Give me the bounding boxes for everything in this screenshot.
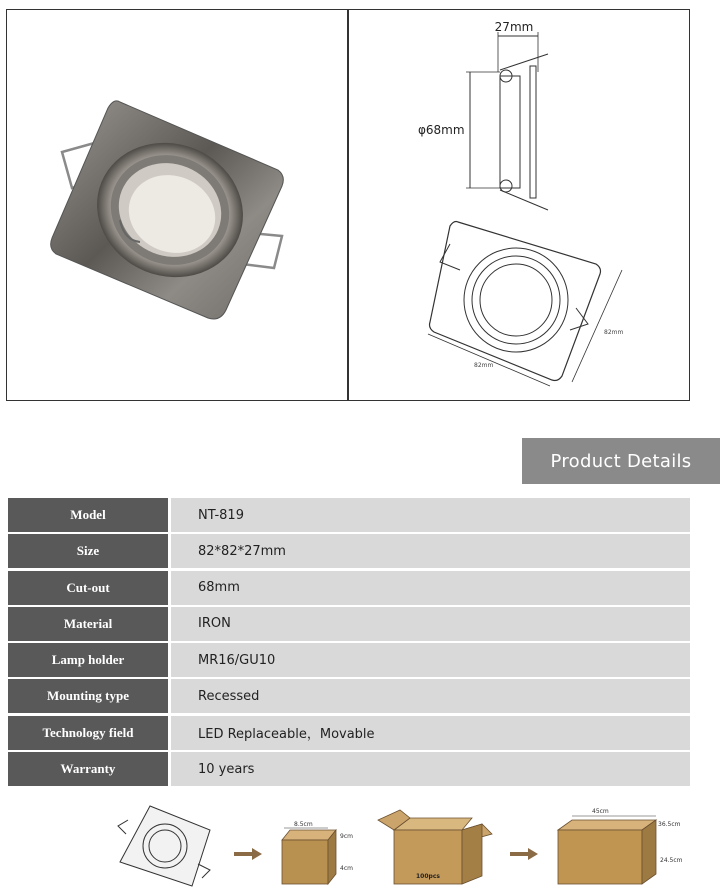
packing-illustration	[110, 800, 710, 890]
spec-label: Model	[8, 498, 168, 532]
spec-value: 10 years	[171, 752, 690, 786]
spec-label: Material	[8, 607, 168, 641]
banner-title: Product Details	[550, 450, 692, 472]
spec-row-technology	[8, 716, 690, 750]
spec-table	[8, 498, 690, 788]
inner-box-height: 4cm	[340, 865, 353, 872]
spec-row-cutout	[8, 571, 690, 605]
product-thumbnail	[118, 806, 210, 886]
inner-box-width: 8.5cm	[294, 821, 313, 828]
spec-value: IRON	[171, 607, 690, 641]
frame-divider	[347, 9, 349, 401]
open-carton	[378, 810, 492, 884]
outer-box	[558, 808, 683, 884]
spec-value: Recessed	[171, 679, 690, 713]
spec-value: 68mm	[171, 571, 690, 605]
technical-drawing	[350, 12, 686, 398]
arrow-icon	[510, 848, 538, 860]
height-dim-label: 27mm	[494, 20, 534, 34]
outer-box-height: 24.5cm	[660, 857, 683, 864]
spec-label: Warranty	[8, 752, 168, 786]
width-dim-label: 82mm	[474, 362, 494, 369]
spec-row-material	[8, 607, 690, 641]
spec-label: Cut-out	[8, 571, 168, 605]
spec-label: Size	[8, 534, 168, 568]
spec-value: LED Replaceable，Movable	[171, 716, 690, 750]
spec-value: MR16/GU10	[171, 643, 690, 677]
outer-box-width: 45cm	[592, 808, 609, 815]
inner-box-depth: 9cm	[340, 833, 353, 840]
spec-label: Mounting type	[8, 679, 168, 713]
product-photo	[20, 60, 320, 360]
depth-dim-label: 82mm	[604, 329, 624, 336]
spec-row-lamp-holder	[8, 643, 690, 677]
spec-row-size	[8, 534, 690, 568]
carton-quantity: 100pcs	[416, 873, 440, 880]
spec-row-warranty	[8, 752, 690, 786]
spec-value: NT-819	[171, 498, 690, 532]
arrow-icon	[234, 848, 262, 860]
outer-box-depth: 36.5cm	[658, 821, 681, 828]
spec-label: Technology field	[8, 716, 168, 750]
diameter-dim-label: φ68mm	[418, 123, 465, 137]
spec-label: Lamp holder	[8, 643, 168, 677]
product-details-banner	[522, 438, 720, 484]
spec-row-model	[8, 498, 690, 532]
spec-row-mounting	[8, 679, 690, 713]
spec-value: 82*82*27mm	[171, 534, 690, 568]
inner-box	[282, 821, 353, 884]
